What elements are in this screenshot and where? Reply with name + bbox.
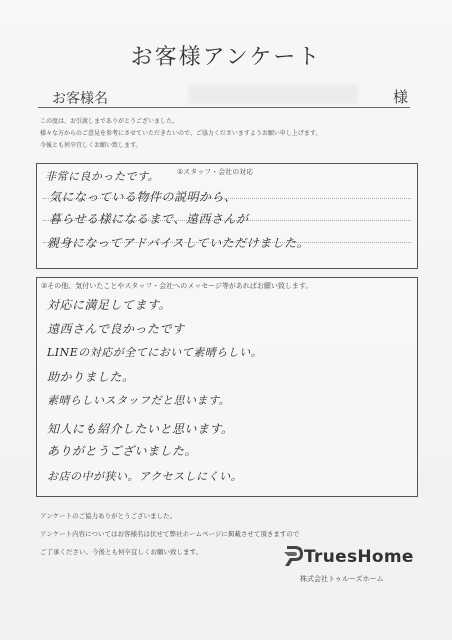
footer-line: アンケート内容についてはお客様名は伏せて弊社ホームページに掲載させて頂きますので bbox=[40, 530, 300, 538]
handwritten-answer-line: 遠西さんで良かったです bbox=[47, 322, 185, 336]
handwritten-answer-line: 知人にも紹介したいと思います。 bbox=[47, 422, 234, 436]
handwritten-answer-line: 気になっている物件の説明から、 bbox=[49, 190, 237, 204]
handwritten-answer-line: ありがとうございました。 bbox=[47, 444, 198, 458]
intro-text bbox=[40, 116, 420, 152]
customer-name-row bbox=[38, 84, 410, 108]
company-name: 株式会社トゥルーズホーム bbox=[300, 575, 384, 583]
question-2-heading: ②その他、気付いたことやスタッフ・会社へのメッセージ等があればお願い致します。 bbox=[41, 282, 313, 290]
handwritten-answer-line: 暮らせる様になるまで、遠西さんが bbox=[49, 212, 249, 226]
footer-line: アンケートのご協力ありがとうございました。 bbox=[40, 512, 177, 520]
customer-name-redaction bbox=[188, 84, 358, 104]
question-2-box bbox=[36, 277, 418, 497]
customer-name-label: お客様名 bbox=[52, 91, 108, 107]
footer-line: ご了承ください。今後とも何卒宜しくお願い致します。 bbox=[40, 548, 202, 556]
handwritten-answer-line: 素晴らしいスタッフだと思います。 bbox=[47, 394, 231, 407]
handwritten-answer-line: 親身になってアドバイスしていただけました。 bbox=[47, 236, 310, 250]
intro-line: 様々な方からのご意見を参考にさせていただきたいので、ご協力くださいますようお願い申し上げます。 bbox=[40, 130, 322, 137]
trueshome-logo-icon bbox=[282, 546, 304, 568]
handwritten-answer-line: 対応に満足してます。 bbox=[47, 298, 172, 312]
handwritten-answer-line: LINEの対応が全てにおいて素晴らしい。 bbox=[47, 346, 263, 359]
customer-name-underline bbox=[38, 107, 410, 108]
intro-line: 今後とも何卒宜しくお願い致します。 bbox=[40, 142, 142, 149]
page-title: お客様アンケート bbox=[130, 45, 322, 70]
intro-line: この度は、お引渡しまでありがとうございました。 bbox=[40, 118, 179, 125]
trueshome-logo bbox=[282, 546, 412, 568]
customer-name-suffix: 様 bbox=[392, 88, 408, 106]
handwritten-answer-line: 非常に良かったです。 bbox=[45, 170, 160, 183]
question-1-box bbox=[36, 163, 418, 269]
handwritten-answer-line: 助かりました。 bbox=[47, 370, 135, 384]
question-1-heading: ①スタッフ・会社の対応 bbox=[177, 168, 254, 176]
handwritten-answer-line: お店の中が狭い。アクセスしにくい。 bbox=[47, 470, 243, 483]
logo-wordmark: TruesHome bbox=[304, 547, 414, 567]
